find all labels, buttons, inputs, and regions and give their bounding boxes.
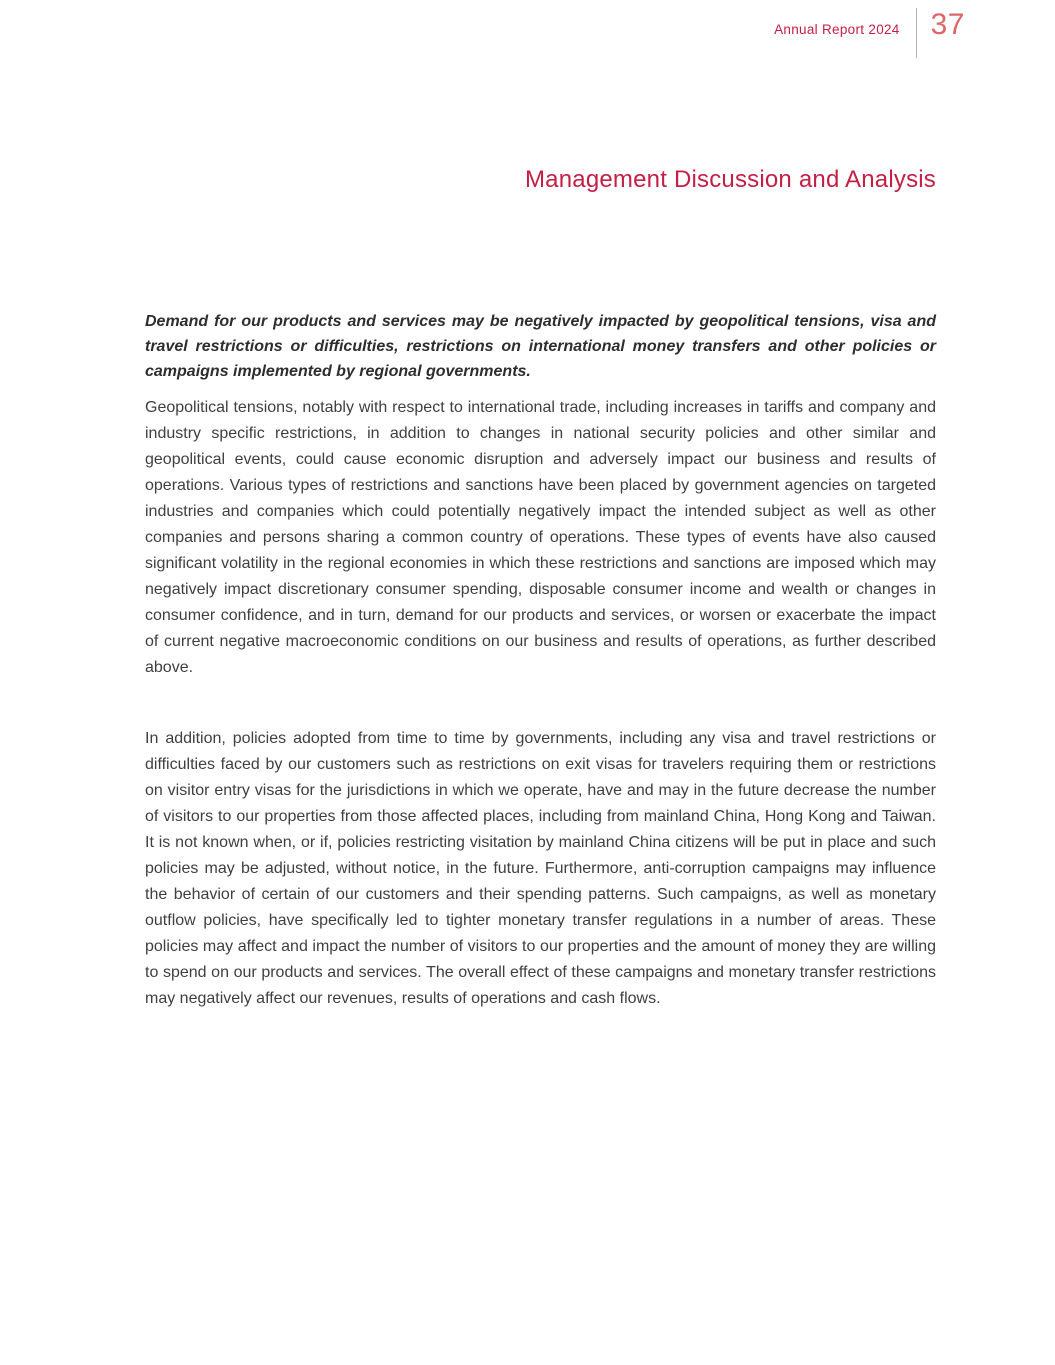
report-title-label: Annual Report 2024 bbox=[774, 22, 900, 37]
body-paragraph: Geopolitical tensions, notably with respect to international trade, including increases in tariffs and company and industry specific restrictions, in addition to changes in national security policies and other similar and geopolitical events, could cause economic disruption and adversely impact our business and results of operations. Various types of restrictions and sanctions have been placed by government agencies on targeted industries and companies which could potentially negatively impact the intended subject as well as other companies and persons sharing a common country of operations. These types of events have also caused significant volatility in the regional economies in which these restrictions and sanctions are imposed which may negatively impact discretionary consumer spending, disposable consumer income and wealth or changes in consumer confidence, and in turn, demand for our products and services, or worsen or exacerbate the impact of current negative macroeconomic conditions on our business and results of operations, as further described above. bbox=[145, 398, 936, 676]
risk-factor-heading: Demand for our products and services may be negatively impacted by geopolitical tensions, visa and travel restrictions or difficulties, restrictions on international money transfers and other policies or campaigns implemented by regional governments. bbox=[145, 312, 936, 380]
page-title: Management Discussion and Analysis bbox=[524, 166, 936, 193]
body-paragraph: In addition, policies adopted from time to time by governments, including any visa and travel restrictions or difficulties faced by our customers such as restrictions on exit visas for travelers requiring them or restrictions on visitor entry visas for the jurisdictions in which we operate, have and may in the future decrease the number of visitors to our properties from those affected places, including from mainland China, Hong Kong and Taiwan. It is not known when, or if, policies restricting visitation by mainland China citizens will be put in place and such policies may be adjusted, without notice, in the future. Furthermore, anti-corruption campaigns may influence the behavior of certain of our customers and their spending patterns. Such campaigns, as well as monetary outflow policies, have specifically led to tighter monetary transfer regulations in a number of areas. These policies may affect and impact the number of visitors to our properties and the amount of money they are willing to spend on our products and services. The overall effect of these campaigns and monetary transfer restrictions may negatively affect our revenues, results of operations and cash flows. bbox=[145, 729, 936, 1007]
content-column bbox=[145, 0, 936, 1012]
page-number: 37 bbox=[930, 8, 965, 41]
